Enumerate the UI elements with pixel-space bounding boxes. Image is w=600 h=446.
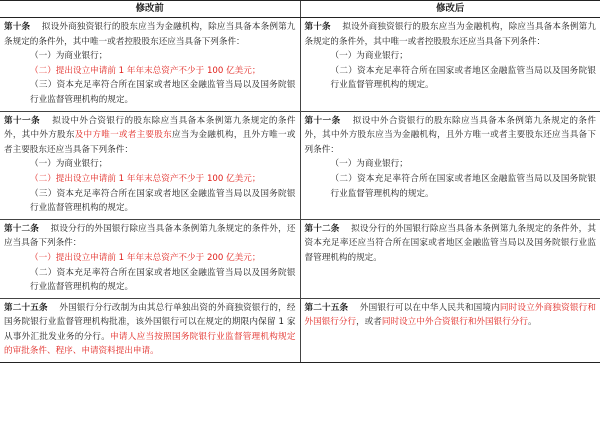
article-number: 第十条 xyxy=(304,22,331,32)
clause-text: 外国银行可以在中华人民共和国境内 xyxy=(348,302,500,313)
clause-text: （三）资本充足率符合所在国家或者地区金融监管当局以及国务院银行业监督管理机构的规定。 xyxy=(30,188,296,214)
clause-text: 应当为金融机构，且外方唯一或者主要股东还应当具备下列条件： xyxy=(4,130,296,155)
clause-paragraph xyxy=(4,49,296,64)
clause-text: 。 xyxy=(527,317,537,328)
article-11-after xyxy=(300,111,600,219)
article-number: 第十条 xyxy=(4,22,31,32)
article-10-row xyxy=(0,18,600,112)
changed-text: 同时设立中外合资银行和外国银行分行 xyxy=(381,317,528,328)
article-number: 第二十五条 xyxy=(304,302,349,313)
article-25-after xyxy=(300,298,600,362)
changed-text: （二）提出设立申请前 1 年年末总资产不少于 100 亿美元； xyxy=(30,173,261,184)
clause-paragraph xyxy=(305,157,597,172)
clause-text: 拟设中外合资银行的股东除应当具备本条例第九条规定的条件外，其中外方股东 xyxy=(4,115,296,141)
article-12-row xyxy=(0,219,600,298)
clause-text: （一）为商业银行； xyxy=(30,51,108,62)
clause-paragraph xyxy=(4,222,296,251)
header-row xyxy=(0,1,600,18)
clause-paragraph xyxy=(4,301,296,359)
article-12-before xyxy=(0,219,300,298)
clause-text: 拟设分行的外国银行除应当具备本条例第九条规定的条件外，还应当具备下列条件： xyxy=(4,223,296,249)
clause-paragraph xyxy=(4,172,296,187)
clause-paragraph xyxy=(4,157,296,172)
clause-paragraph xyxy=(4,187,296,216)
clause-paragraph xyxy=(4,20,296,49)
clause-paragraph xyxy=(305,222,597,266)
article-number: 第十二条 xyxy=(304,223,340,234)
clause-paragraph xyxy=(4,64,296,79)
article-number: 第二十五条 xyxy=(4,302,48,313)
clause-text: 拟设分行的外国银行除应当具备本条例第九条规定的条件外，其资本充足率还应当符合所在国家或者地区金融监管当局以及国务院银行业监督管理机构的规定。 xyxy=(304,223,596,263)
changed-text: 同时设立外商独资银行和外国银行分行 xyxy=(304,302,596,328)
clause-text: （一）为商业银行； xyxy=(330,159,408,170)
clause-paragraph xyxy=(305,49,597,64)
clause-paragraph xyxy=(4,78,296,107)
clause-paragraph xyxy=(305,64,597,93)
header-after: 修改后 xyxy=(300,1,600,18)
clause-paragraph xyxy=(305,20,597,49)
clause-text: 拟设外商独资银行的股东应当为金融机构，除应当具备本条例第九条规定的条件外，其中唯一或者控股股东还应当具备下列条件： xyxy=(304,22,596,47)
clause-text: （三）资本充足率符合所在国家或者地区金融监管当局以及国务院银行业监督管理机构的规定。 xyxy=(30,80,296,105)
clause-paragraph xyxy=(4,114,296,158)
clause-text: （一）为商业银行； xyxy=(330,51,408,62)
clause-text: ，或者 xyxy=(356,317,382,328)
clause-paragraph xyxy=(305,172,597,201)
article-25-row xyxy=(0,298,600,362)
clause-paragraph xyxy=(4,266,296,295)
clause-text: 拟设中外合资银行的股东除应当具备本条例第九条规定的条件外，其中外方股东应当为金融机构，且外方唯一或者主要股东还应当具备下列条件： xyxy=(304,115,596,155)
article-11-row xyxy=(0,111,600,219)
article-12-after xyxy=(300,219,600,298)
changed-text: 及中方唯一或者主要股东 xyxy=(74,130,172,141)
article-10-before xyxy=(0,18,300,112)
clause-paragraph xyxy=(4,251,296,266)
clause-text: （二）资本充足率符合所在国家或者地区金融监管当局以及国务院银行业监督管理机构的规定。 xyxy=(30,267,296,293)
header-before: 修改前 xyxy=(0,1,300,18)
changed-text: （一）提出设立申请前 1 年年末总资产不少于 200 亿美元； xyxy=(30,252,261,263)
changed-text: （二）提出设立申请前 1 年年末总资产不少于 100 亿美元； xyxy=(30,65,261,76)
clause-text: 拟设外商独资银行的股东应当为金融机构，除应当具备本条例第九条规定的条件外，其中唯一或者控股股东还应当具备下列条件： xyxy=(4,22,296,47)
clause-paragraph xyxy=(305,114,597,158)
article-number: 第十一条 xyxy=(4,115,41,126)
article-11-before xyxy=(0,111,300,219)
article-10-after xyxy=(300,18,600,112)
article-number: 第十一条 xyxy=(304,115,341,126)
clause-paragraph xyxy=(305,301,597,330)
clause-text: （二）资本充足率符合所在国家或者地区金融监管当局以及国务院银行业监督管理机构的规定。 xyxy=(330,65,596,91)
article-25-before xyxy=(0,298,300,362)
article-number: 第十二条 xyxy=(4,223,40,234)
clause-text: （二）资本充足率符合所在国家或者地区金融监管当局以及国务院银行业监督管理机构的规定。 xyxy=(330,173,596,199)
clause-text: 外国银行分行改制为由其总行单独出资的外商独资银行的，经国务院银行业监督管理机构批准，该外国银行可以在规定的期限内保留 1 家从事外汇批发业务的分行。 xyxy=(4,302,296,342)
changed-text: 申请人应当按照国务院银行业监督管理机构规定的审批条件、程序、申请资料提出申请。 xyxy=(4,331,296,357)
clause-text: （一）为商业银行； xyxy=(30,159,108,170)
